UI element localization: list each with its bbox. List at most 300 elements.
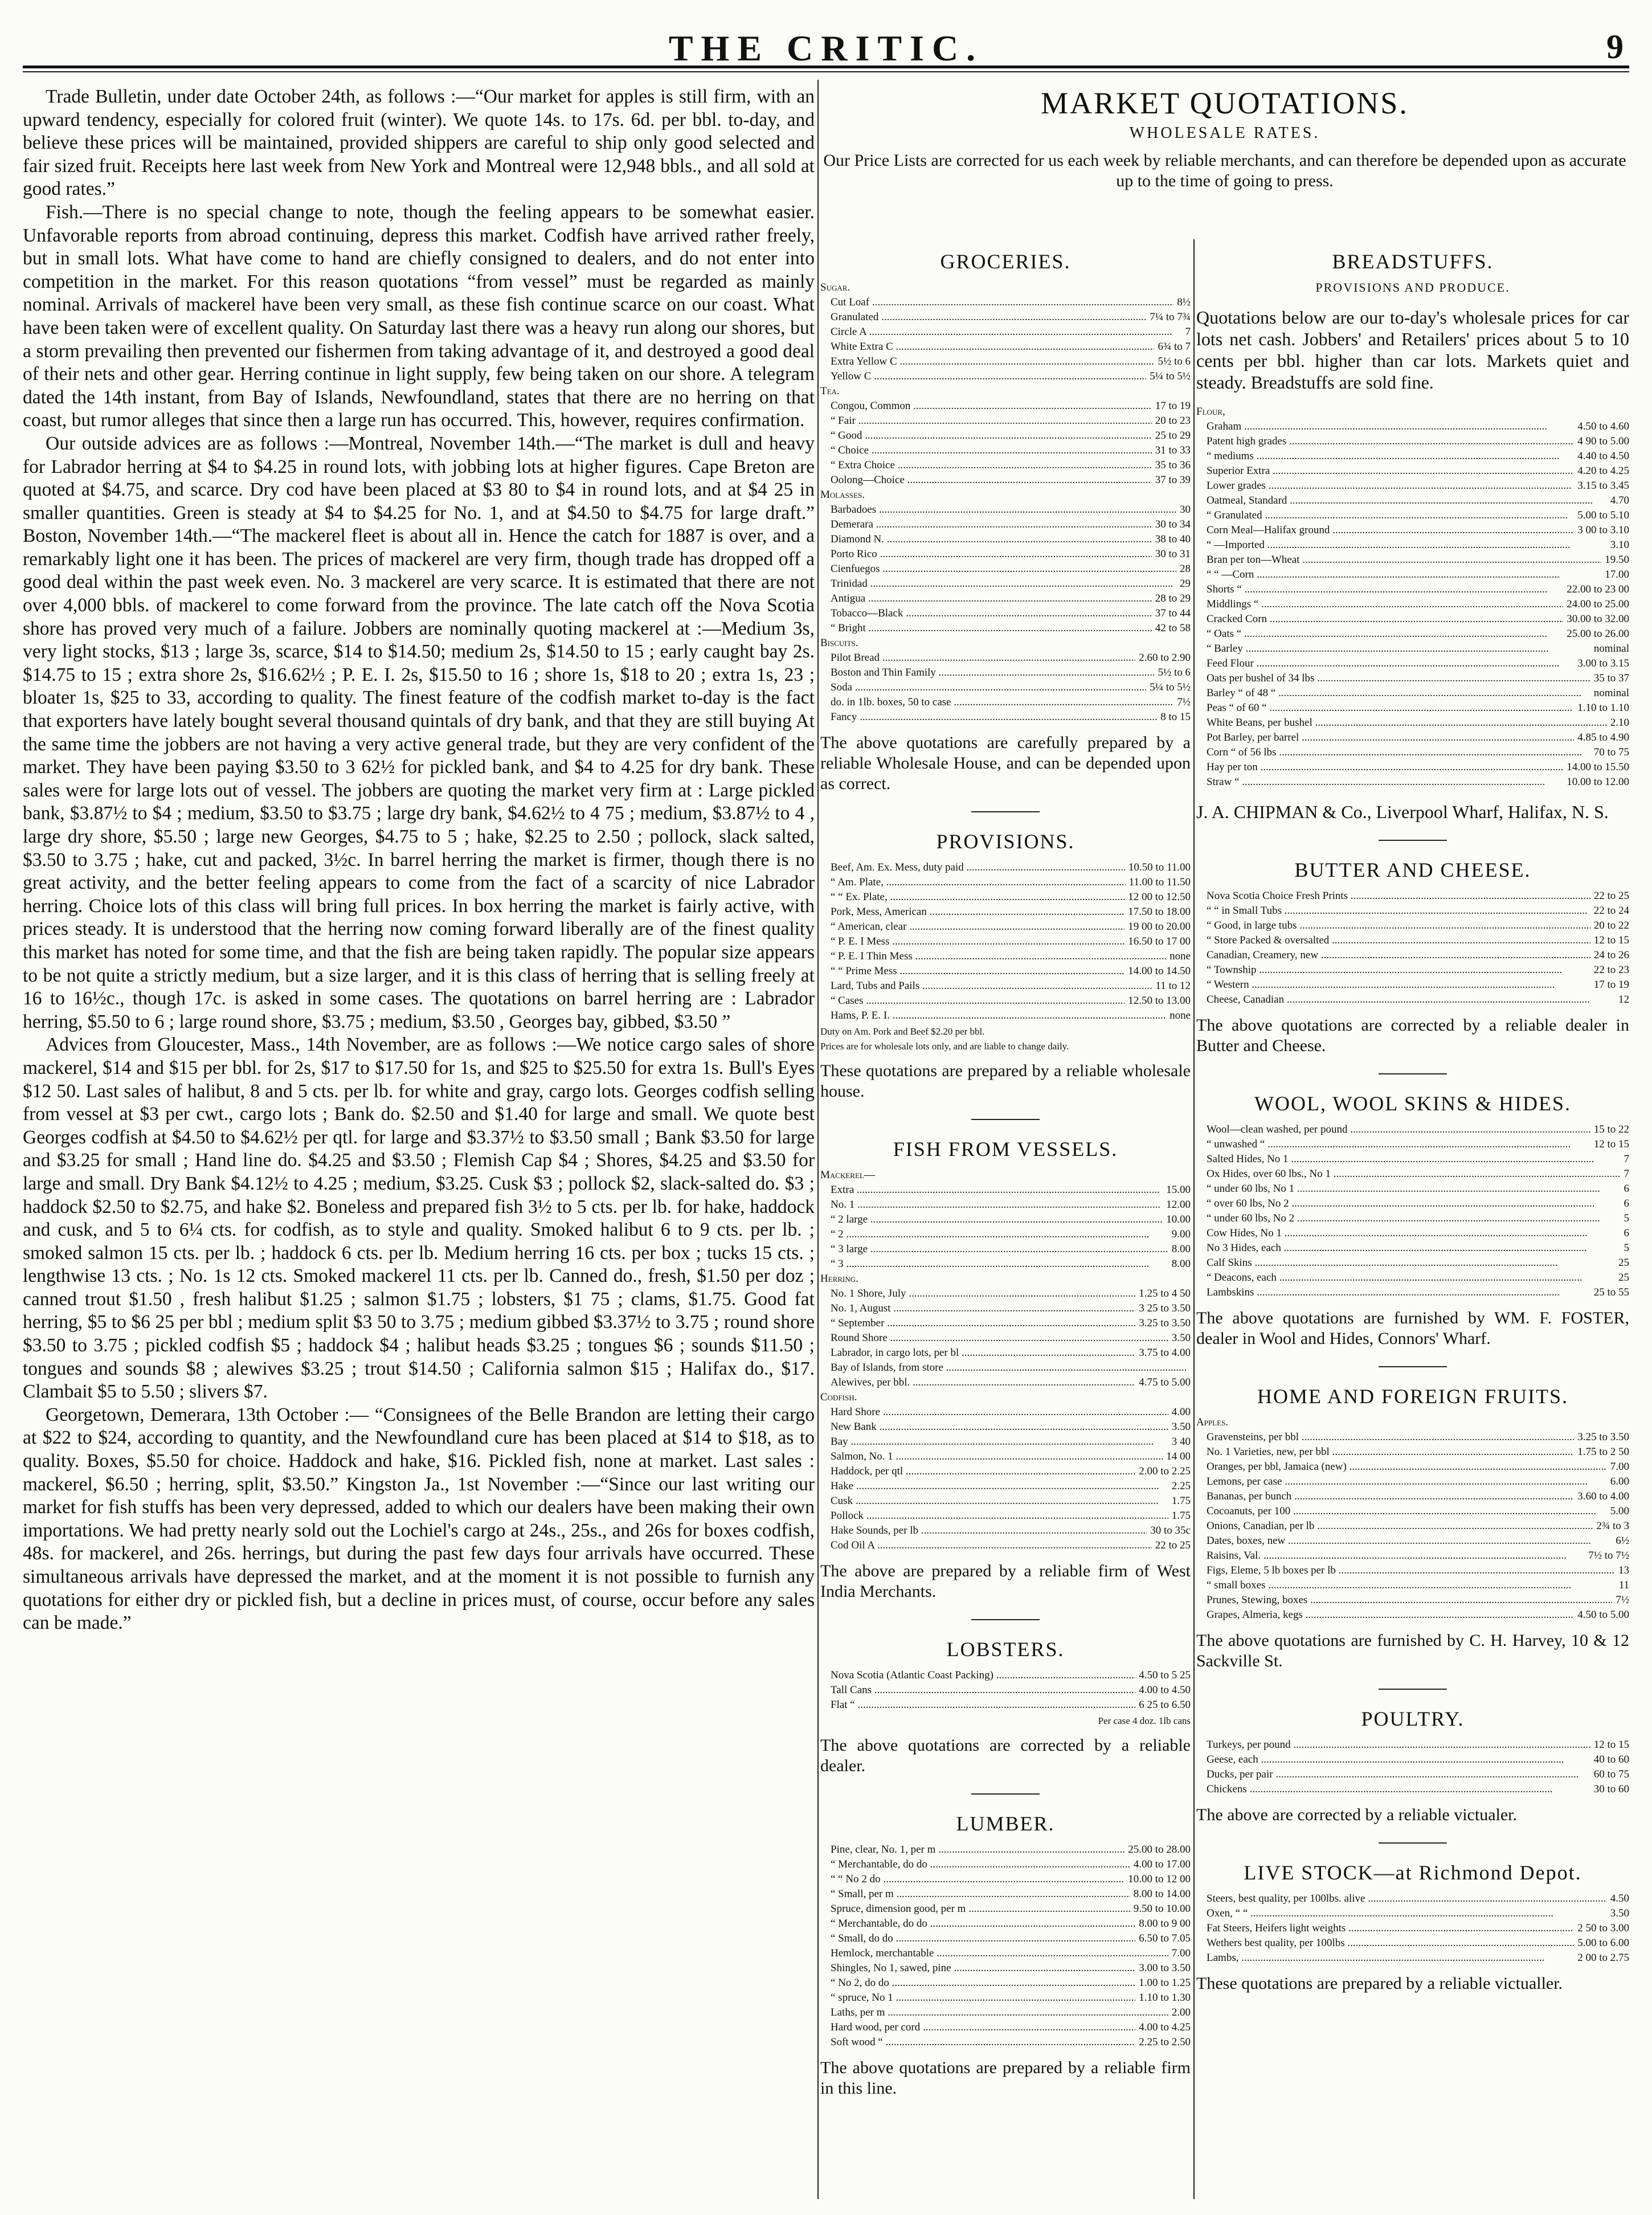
item-price: 4.40 to 4.50	[1577, 450, 1629, 462]
item-price: 12.50 to 13.00	[1128, 995, 1191, 1007]
price-row	[820, 443, 1191, 458]
section-title: LOBSTERS.	[946, 1638, 1065, 1661]
price-row	[820, 295, 1191, 310]
price-row	[1196, 1226, 1629, 1241]
item-label: Cocoanuts, per 100 .....	[1207, 1504, 1607, 1519]
item-price: none	[1170, 950, 1191, 962]
price-row	[1196, 1430, 1629, 1445]
item-price: 1.25 to 4 50	[1139, 1288, 1191, 1299]
price-row	[1196, 1936, 1629, 1951]
item-price: 30 to 35c	[1150, 1525, 1191, 1536]
item-price: 3.25 to 3.50	[1139, 1317, 1191, 1329]
section-title: PROVISIONS.	[936, 830, 1075, 853]
item-label: No. 1 Shore, July .....	[831, 1286, 1135, 1301]
item-label: Boston and Thin Family .....	[831, 665, 1154, 680]
item-price: 30.00 to 32.00	[1567, 613, 1629, 625]
item-price: 4.20 to 4.25	[1577, 465, 1629, 477]
price-row	[1196, 1122, 1629, 1137]
item-label: “ Merchantable, do do .....	[831, 1916, 1135, 1931]
item-label: Bay of Islands, from store .....	[831, 1360, 1187, 1375]
item-price: 3.00 to 3.15	[1577, 657, 1629, 669]
price-row	[1196, 775, 1629, 790]
item-label: “ —Imported .....	[1207, 538, 1607, 553]
fish-vessels-section	[820, 1137, 1191, 1602]
item-price: 3 00 to 3.10	[1577, 524, 1629, 536]
item-price: 16.50 to 17 00	[1128, 935, 1191, 947]
item-price: 7.00	[1610, 1461, 1629, 1473]
item-label: Oxen, “ “ .....	[1207, 1906, 1607, 1921]
price-row	[1196, 730, 1629, 745]
item-label: Figs, Eleme, 5 lb boxes per lb .....	[1207, 1563, 1615, 1578]
price-row	[1196, 493, 1629, 508]
price-row	[820, 1008, 1191, 1023]
price-row	[820, 517, 1191, 532]
item-label: Grapes, Almeria, kegs .....	[1207, 1608, 1574, 1623]
market-title: MARKET QUOTATIONS.	[1041, 86, 1409, 120]
item-price: 25.00 to 26.00	[1567, 628, 1629, 640]
divider	[1379, 1842, 1447, 1844]
item-price: 20 to 23	[1155, 415, 1191, 427]
divider	[971, 1119, 1040, 1120]
price-row	[1196, 567, 1629, 582]
item-label: “ No 2, do do .....	[831, 1976, 1135, 1991]
price-row	[1196, 701, 1629, 716]
item-price: 2.00 to 2.25	[1139, 1465, 1191, 1477]
item-label: “ “ Ex. Plate, .....	[831, 890, 1124, 905]
item-price: 4.85 to 4.90	[1577, 731, 1629, 743]
price-row	[1196, 716, 1629, 730]
item-label: “ P. E. I Thin Mess .....	[831, 949, 1166, 964]
item-label: “ Good .....	[831, 428, 1152, 443]
item-price: 8½	[1177, 296, 1191, 308]
price-list	[820, 280, 1191, 725]
item-label: Tall Cans .....	[831, 1683, 1135, 1698]
price-list	[1196, 1122, 1629, 1300]
price-row	[1196, 1460, 1629, 1474]
price-row	[820, 934, 1191, 949]
price-row	[820, 949, 1191, 964]
item-label: New Bank .....	[831, 1420, 1168, 1435]
item-label: Extra Yellow C .....	[831, 354, 1154, 369]
item-label: “ Small, per m .....	[831, 1887, 1130, 1902]
item-price: 17 to 19	[1155, 400, 1191, 412]
item-price: 2 00 to 2.75	[1577, 1952, 1629, 1964]
item-label: Lemons, per case .....	[1207, 1474, 1607, 1489]
price-row	[820, 665, 1191, 680]
item-price: 4.50 to 5.00	[1577, 1609, 1629, 1621]
price-row	[820, 1872, 1191, 1887]
item-label: “ Small, do do .....	[831, 1931, 1135, 1946]
item-label: Hard wood, per cord .....	[831, 2020, 1135, 2035]
item-price: 25.00 to 28.00	[1128, 1844, 1191, 1856]
item-label: Diamond N. .....	[831, 532, 1152, 547]
price-row	[1196, 686, 1629, 701]
price-row	[1196, 1504, 1629, 1519]
item-price: 35 to 37	[1593, 672, 1629, 684]
item-label: Porto Rico .....	[831, 547, 1152, 562]
item-price: 35 to 36	[1155, 459, 1191, 471]
item-label: Trinidad .....	[831, 577, 1176, 591]
price-list	[820, 1842, 1191, 2050]
item-label: Straw “ .....	[1207, 775, 1563, 790]
item-label: Flat “ .....	[831, 1698, 1135, 1713]
item-price: 38 to 40	[1155, 533, 1191, 545]
item-price: 4.75 to 5.00	[1139, 1376, 1191, 1388]
item-price: 7.00	[1171, 1947, 1191, 1959]
article-paragraph: Our outside advices are as follows :—Montreal, November 14th.—“The market is dull and heavy for Labrador herring at $4 to $4.25 in round lots, with jobbing lots at higher figures. Cape Breton are quoted at $4.75, and scarce. Dry cod have been placed at $3 80 to $4 in round lots, and at $4 25 in smaller quantities. Green is steady at $4 to $4.25 for No. 1, and at $4.50 to $4.75 for large draft.” Boston, November 14th.—“The mackerel fleet is about all in. Hence the catch for 1887 is over, and a remarkably light one it has been. The prices of mackerel are very firm, though trade has dropped off a good deal within the past week even. No. 3 mackerel are very scarce. It is estimated that there are not over 4,000 bbls. of mackerel to come forward from the province. The late catch off the Nova Scotia shore has proved very much of a failure. Jobbers are nominally quoting mackerel at :—Medium 3s, very light stocks, $13 ; large 3s, scarce, $14 to $14.50; medium 2s, $14.50 to 15 ; early caught bay 2s. $14.75 to 15 ; extra shore 2s, $16.62½ ; P. E. I. 2s, $15.50 to 16 ; shore 1s, $18 to 20 ; extra 1s, 23 ; bloater 1s, $25 to 33, according to quality. The finest feature of the codfish market to-day is the fact that exporters have lately bought several thousand quintals of dry bank, and that they are still buying At the same time the jobbers are not having a very active general trade, but they are very confident of the market. They have been paying $3.50 to 3 62½ for pickled bank, and $4 to 4.25 for dry bank. These sales were for large lots out of vessel. The jobbers are quoting the market very firm at : Large pickled bank, $3.87½ to $4 ; medium, $3.50 to $3.75 ; large dry bank, $4.62½ to 4 75 ; medium, $3.87½ to 4 , large dry shore, $5.50 ; large new Georges, $4.75 to 5 ; hake, $2.25 to 2.50 ; pollock, slack salted, $3.50 to 3.75 ; hake, cut and packed, 3½c. In barrel herring the market is firmer, though there is no great activity, and the better feeling appears to come from the fact of a scarcity of nice Labrador herring. Choice lots of this class will bring full prices. In box herring the market is fairly active, with prices steady. It is understood that the herring now coming forward liberally are of the finest quality this market has noted for some time, and that the fish are being taken rapidly. The popular size appears to be not quite a strictly medium, but a size larger, and it is this class of herring that is selling freely at 16 to 16½c., though 17c. is asked in some cases. The quotations on barrel herring are : Labrador herring, $5.50 to 6 ; large round shore, $3.75 ; medium, $3.50 , Georges bay, gibbed, $3.50 ”	[23, 432, 815, 1032]
price-list	[1196, 1738, 1629, 1797]
price-row	[1196, 1196, 1629, 1211]
item-price: 6	[1624, 1227, 1629, 1239]
article-paragraph: Georgetown, Demerara, 13th October :— “Consignees of the Belle Brandon are letting their cargo at $22 to $24, according to quantity, and the Newfoundland cure has been placed at $14 to $18, as to quality. Boxes, $5.50 for choice. Haddock and hake, $16. Pickled fish, none at market. Last sales : mackerel, $6.50 ; herring, split, $3.50.” Kingston Ja., 1st November :—“Since our last writing our market for fish stuffs has been very depressed, added to which our dealers have been making their own importations. We had pretty nearly sold out the Lochiel's cargo at 24s., 25s., and 26s for boxes codfish, 48s. for mackerel, and 26s. herrings, but during the past few days four arrivals have occurred. These simultaneous arrivals have depressed the market, and at the moment it is not possible to furnish any quotations for either dry or pickled fish, but a decline in prices must, of course, occur before any sales can be made.”	[23, 1404, 815, 1634]
item-price: 6	[1624, 1198, 1629, 1209]
item-price: 1.10 to 1.30	[1139, 1992, 1191, 2004]
item-price: 12 00 to 12.50	[1128, 891, 1191, 903]
price-list	[1196, 1415, 1629, 1623]
price-row	[820, 1360, 1191, 1375]
price-row	[1196, 1891, 1629, 1906]
price-note: Prices are for wholesale lots only, and are liable to change daily.	[820, 1041, 1069, 1052]
item-label: “ Deacons, each .....	[1207, 1270, 1615, 1285]
price-row	[1196, 464, 1629, 479]
wool-section	[1196, 1092, 1629, 1349]
price-row	[820, 1242, 1191, 1257]
item-price: 70 to 75	[1593, 746, 1629, 758]
item-label: Oatmeal, Standard .....	[1207, 493, 1607, 508]
price-row	[1196, 627, 1629, 641]
header-rule-thin	[23, 71, 1629, 72]
price-row	[820, 591, 1191, 606]
section-title: POULTRY.	[1361, 1707, 1465, 1730]
price-row	[820, 354, 1191, 369]
item-price: 25 to 55	[1593, 1286, 1629, 1298]
price-row	[820, 1991, 1191, 2005]
section-note: The above quotations are furnished by C. H. Harvey, 10 & 12 Sackville St.	[1196, 1631, 1629, 1670]
item-price: 29	[1180, 578, 1191, 590]
item-label: Patent high grades .....	[1207, 434, 1574, 449]
item-price: 1.75	[1171, 1495, 1191, 1507]
item-price: 3.50	[1171, 1421, 1191, 1433]
item-label: “ 2 large .....	[831, 1212, 1163, 1227]
lumber-section	[820, 1812, 1191, 2099]
item-price: 4.50 to 5 25	[1139, 1669, 1191, 1681]
price-row	[1196, 1578, 1629, 1593]
item-price: 3.25 to 3.50	[1577, 1431, 1629, 1443]
item-label: “ mediums .....	[1207, 449, 1574, 464]
item-price: 8.00	[1171, 1243, 1191, 1255]
item-label: “ Merchantable, do do .....	[831, 1857, 1130, 1872]
item-price: 22.00 to 23 00	[1567, 583, 1629, 595]
price-row	[820, 1668, 1191, 1683]
item-label: “ American, clear .....	[831, 919, 1124, 934]
item-price: 12 to 15	[1593, 1739, 1629, 1751]
item-label: Granulated .....	[831, 310, 1146, 325]
price-row	[820, 532, 1191, 547]
item-label: “ Barley .....	[1207, 641, 1590, 656]
item-price	[1187, 1360, 1191, 1375]
price-row	[1196, 1782, 1629, 1797]
market-intro: Our Price Lists are corrected for us each week by reliable merchants, and can therefore be depended upon as accurate up to the time of going to press.	[823, 151, 1626, 190]
section-note: The above quotations are prepared by a reliable firm in this line.	[820, 2058, 1191, 2098]
price-row	[820, 2020, 1191, 2035]
item-price: 12	[1618, 994, 1629, 1006]
item-label: Demerara .....	[831, 517, 1152, 532]
item-price: 12.00	[1166, 1199, 1191, 1211]
firm-name: J. A. CHIPMAN & Co., Liverpool Wharf, Halifax, N. S.	[1196, 802, 1609, 822]
price-list	[1196, 404, 1629, 790]
item-label: Fat Steers, Heifers light weights .....	[1207, 1921, 1574, 1936]
price-row	[820, 1212, 1191, 1227]
item-label: Steers, best quality, per 100lbs. alive .....	[1207, 1891, 1607, 1906]
item-label: “ Township .....	[1207, 963, 1590, 978]
price-row	[1196, 1534, 1629, 1548]
item-price: 9.00	[1171, 1228, 1191, 1240]
price-row	[1196, 538, 1629, 553]
item-label: Lower grades .....	[1207, 479, 1574, 493]
price-row	[820, 1449, 1191, 1464]
item-label: Hams, P. E. I. .....	[831, 1008, 1166, 1023]
item-price: 3.75 to 4.00	[1139, 1347, 1191, 1359]
price-row	[820, 680, 1191, 695]
price-row	[1196, 1593, 1629, 1608]
price-row	[1196, 1548, 1629, 1563]
category-label: Mackerel—	[820, 1169, 875, 1181]
item-label: “ Western .....	[1207, 978, 1590, 992]
price-row	[820, 919, 1191, 934]
item-price: 15.00	[1166, 1184, 1191, 1196]
item-price: 37 to 44	[1155, 607, 1191, 619]
item-price: 5¼ to 5½	[1150, 370, 1191, 382]
price-list	[820, 860, 1191, 1023]
item-label: Cienfuegos .....	[831, 562, 1176, 577]
item-label: Ox Hides, over 60 lbs., No 1 .....	[1207, 1167, 1621, 1182]
price-row	[1196, 1285, 1629, 1300]
item-label: Pot Barley, per barrel .....	[1207, 730, 1574, 745]
item-label: Feed Flour .....	[1207, 656, 1574, 671]
item-label: No. 1, August .....	[831, 1301, 1135, 1316]
item-label: Pork, Mess, American .....	[831, 905, 1124, 919]
price-row	[820, 399, 1191, 414]
price-row	[820, 1479, 1191, 1494]
item-price: 12 to 15	[1593, 934, 1629, 946]
price-row	[820, 1301, 1191, 1316]
price-row	[1196, 1211, 1629, 1226]
item-label: Barbadoes .....	[831, 502, 1176, 517]
item-price: 6½	[1616, 1535, 1629, 1547]
item-label: Bran per ton—Wheat .....	[1207, 553, 1601, 567]
item-price: 13	[1618, 1564, 1629, 1576]
item-label: “ small boxes .....	[1207, 1578, 1616, 1593]
price-row	[820, 1916, 1191, 1931]
item-label: Alewives, per bbl. .....	[831, 1375, 1135, 1390]
section-note: The above quotations are carefully prepared by a reliable Wholesale House, and can be depended upon as correct.	[820, 733, 1191, 793]
item-price: 3.15 to 3.45	[1577, 480, 1629, 492]
item-price: 2.10	[1610, 717, 1629, 729]
price-row	[820, 1257, 1191, 1272]
category-label: Herring.	[820, 1273, 858, 1285]
item-label: Yellow C .....	[831, 369, 1146, 384]
item-price: 6 25 to 6.50	[1139, 1699, 1191, 1711]
item-price: 3.00 to 3.50	[1139, 1962, 1191, 1974]
price-row	[820, 1902, 1191, 1916]
price-row	[820, 310, 1191, 325]
price-row	[820, 547, 1191, 562]
price-row	[1196, 1182, 1629, 1196]
price-list	[820, 1168, 1191, 1553]
item-price: 17 to 19	[1593, 979, 1629, 991]
item-price: 4.00 to 17.00	[1133, 1858, 1191, 1870]
price-row	[1196, 449, 1629, 464]
item-label: “ Cases .....	[831, 994, 1124, 1008]
price-row	[820, 695, 1191, 710]
item-price: 9.50 to 10.00	[1133, 1903, 1191, 1915]
category-label: Codfish.	[820, 1391, 857, 1403]
price-row	[820, 1227, 1191, 1242]
groceries-section	[820, 250, 1191, 794]
item-price: 8 to 15	[1160, 711, 1191, 723]
quotes-column-right	[1196, 239, 1629, 2193]
price-row	[820, 1538, 1191, 1553]
price-row	[820, 890, 1191, 905]
price-row	[820, 1198, 1191, 1212]
item-price: 3 40	[1171, 1436, 1191, 1448]
section-title: WOOL, WOOL SKINS & HIDES.	[1254, 1092, 1571, 1115]
quotes-column-middle	[820, 239, 1191, 2193]
section-note: These quotations are prepared by a reliable victualler.	[1196, 1974, 1563, 1993]
price-row	[820, 473, 1191, 488]
price-row	[820, 369, 1191, 384]
item-price: 8.00 to 9 00	[1139, 1918, 1191, 1930]
item-label: Lard, Tubs and Pails .....	[831, 979, 1152, 994]
item-price: 2.00	[1171, 2006, 1191, 2018]
item-price: 4.00 to 4.25	[1139, 2021, 1191, 2033]
item-price: 5.00 to 5.10	[1577, 509, 1629, 521]
item-label: Hard Shore .....	[831, 1405, 1168, 1420]
item-label: Pollock .....	[831, 1509, 1168, 1523]
item-label: Peas “ of 60 “ .....	[1207, 701, 1574, 716]
price-row	[1196, 1489, 1629, 1504]
item-price: 6¾ to 7	[1158, 341, 1191, 353]
item-label: Calf Skins .....	[1207, 1256, 1615, 1270]
breadstuffs-intro: Quotations below are our to-day's wholesale prices for car lots net cash. Jobbers' and Retailers' prices about 5 to 10 cents per bbl. higher than car lots. Markets quiet and steady. Breadstuffs are sold fine.	[1196, 307, 1629, 393]
item-label: “ Granulated .....	[1207, 508, 1574, 523]
item-label: Shorts “ .....	[1207, 582, 1563, 597]
price-row	[820, 905, 1191, 919]
category-label: Flour,	[1196, 406, 1225, 418]
section-title: HOME AND FOREIGN FRUITS.	[1257, 1385, 1569, 1408]
price-row	[1196, 641, 1629, 656]
divider	[1379, 1689, 1447, 1690]
item-price: 7	[1624, 1153, 1629, 1165]
item-price: 25 to 29	[1155, 430, 1191, 442]
item-label: Geese, each .....	[1207, 1752, 1590, 1767]
item-label: “ Oats “ .....	[1207, 627, 1563, 641]
price-row	[820, 1509, 1191, 1523]
item-label: Oolong—Choice .....	[831, 473, 1152, 488]
item-label: “ 3 .....	[831, 1257, 1168, 1272]
section-title: GROCERIES.	[940, 250, 1071, 273]
item-label: Salted Hides, No 1 .....	[1207, 1152, 1621, 1167]
price-row	[1196, 1563, 1629, 1578]
category-label: Tea.	[820, 385, 840, 397]
provisions-section	[820, 829, 1191, 1102]
item-label: Cow Hides, No 1 .....	[1207, 1226, 1621, 1241]
item-label: “ spruce, No 1 .....	[831, 1991, 1135, 2005]
item-price: 24 to 26	[1593, 949, 1629, 961]
item-price: 30 to 60	[1593, 1783, 1629, 1795]
item-label: White Extra C .....	[831, 340, 1154, 354]
item-price: 4.50	[1610, 1893, 1629, 1905]
item-label: “ September .....	[831, 1316, 1135, 1331]
price-row	[1196, 1921, 1629, 1936]
price-list	[1196, 1891, 1629, 1965]
price-row	[1196, 1906, 1629, 1921]
item-price: 40 to 60	[1593, 1754, 1629, 1766]
price-row	[820, 1420, 1191, 1435]
item-price: none	[1170, 1010, 1191, 1021]
item-price: 5½ to 6	[1158, 355, 1191, 367]
price-row	[820, 1857, 1191, 1872]
article-paragraph: Trade Bulletin, under date October 24th, as follows :—“Our market for apples is still firm, with an upward tendency, especially for colored fruit (winter). We quote 14s. to 17s. 6d. per bbl. to-day, and believe these prices will be maintained, provided shippers are careful to ship only good selected and fair sized fruit. Receipts here last week from New York and Montreal were 12,948 bbls., and all sold at good rates.”	[23, 86, 815, 200]
price-row	[820, 1887, 1191, 1902]
item-label: Fancy .....	[831, 710, 1157, 725]
price-row	[1196, 434, 1629, 449]
item-price: 42 to 58	[1155, 622, 1191, 634]
price-row	[1196, 745, 1629, 760]
item-label: Middlings “ .....	[1207, 597, 1563, 612]
price-row	[820, 1976, 1191, 1991]
item-label: “ 3 large .....	[831, 1242, 1168, 1257]
item-label: “ P. E. I Mess .....	[831, 934, 1124, 949]
price-row	[1196, 1445, 1629, 1460]
section-title: BUTTER AND CHEESE.	[1294, 859, 1531, 881]
price-row	[820, 1946, 1191, 1961]
item-label: Nova Scotia (Atlantic Coast Packing) .....	[831, 1668, 1135, 1683]
item-label: Corn “ of 56 lbs .....	[1207, 745, 1590, 760]
price-row	[820, 710, 1191, 725]
case-note: Per case 4 doz. 1lb cans	[1098, 1715, 1191, 1726]
price-row	[1196, 523, 1629, 538]
price-row	[1196, 1152, 1629, 1167]
item-price: 3.50	[1171, 1332, 1191, 1344]
item-label: Gravensteins, per bbl .....	[1207, 1430, 1574, 1445]
item-price: 8.00 to 14.00	[1133, 1888, 1191, 1900]
category-label: Molasses.	[820, 489, 865, 501]
price-row	[820, 860, 1191, 875]
item-label: Soda .....	[831, 680, 1146, 695]
item-label: Oranges, per bbl, Jamaica (new) .....	[1207, 1460, 1607, 1474]
price-row	[820, 562, 1191, 577]
item-label: “ Extra Choice .....	[831, 458, 1152, 473]
item-label: Wethers best quality, per 100lbs .....	[1207, 1936, 1574, 1951]
price-row	[1196, 1752, 1629, 1767]
price-row	[1196, 1608, 1629, 1623]
item-label: Raisins, Val. .....	[1207, 1548, 1585, 1563]
item-label: “ under 60 lbs, No 1 .....	[1207, 1182, 1621, 1196]
divider	[971, 1793, 1040, 1795]
item-label: No 3 Hides, each .....	[1207, 1241, 1621, 1256]
divider	[971, 1619, 1040, 1620]
price-row	[820, 979, 1191, 994]
poultry-section	[1196, 1707, 1629, 1825]
item-price: 4.50 to 4.60	[1577, 420, 1629, 432]
item-label: No. 1 Varieties, new, per bbl .....	[1207, 1445, 1574, 1460]
item-price: 10.50 to 11.00	[1128, 861, 1191, 873]
price-row	[1196, 1474, 1629, 1489]
item-price: 8.00	[1171, 1258, 1191, 1270]
item-price: 31 to 33	[1155, 444, 1191, 456]
item-price: 2.60 to 2.90	[1139, 652, 1191, 664]
